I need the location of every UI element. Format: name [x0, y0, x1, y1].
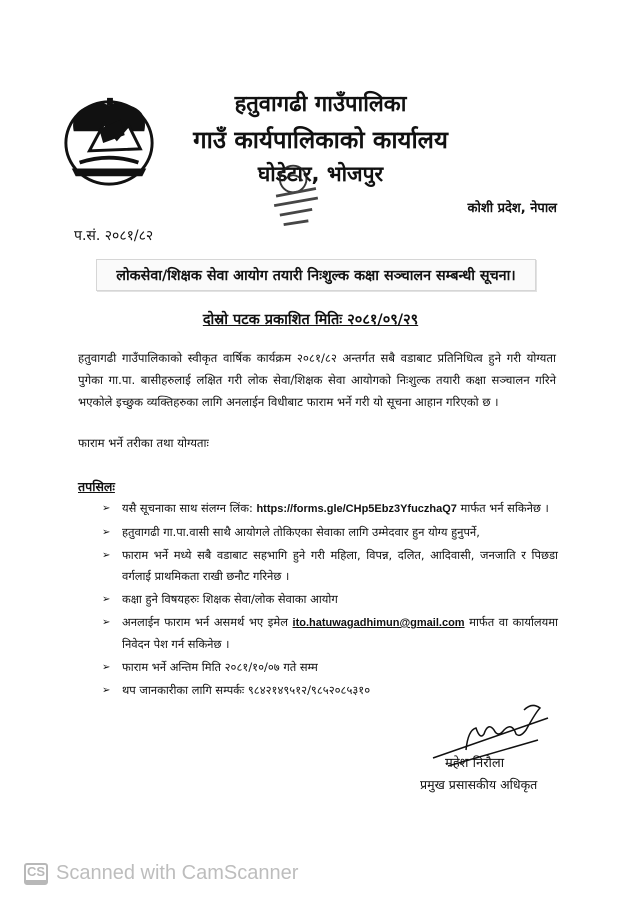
arrow-bullet-icon: ➢ — [102, 685, 111, 696]
signatory-name: महेश निरौला — [445, 756, 505, 771]
publish-date-text: दोस्रो पटक प्रकाशित मितिः २०८१/०९/२९ — [202, 312, 419, 328]
office-address: घोडेटार, भोजपुर — [257, 162, 384, 186]
province-label: कोशी प्रदेश, नेपाल — [467, 201, 557, 216]
notice-title — [96, 259, 536, 291]
list-item — [102, 657, 558, 678]
email-link[interactable]: ito.hatuwagadhimun@gmail.com — [292, 617, 465, 629]
watermark-text: Scanned with CamScanner — [56, 862, 299, 884]
list-item-text: थप जानकारीका लागि सम्पर्कः ९८४२१४९५१२/९८५२०८५३१० — [122, 683, 371, 697]
details-heading: तपसिलः — [78, 479, 115, 494]
list-item — [102, 589, 558, 610]
list-item — [102, 612, 558, 655]
intro-paragraph: हतुवागढी गाउँपालिकाको स्वीकृत वार्षिक कार्यक्रम २०८१/८२ अन्तर्गत सबै वडाबाट प्रतिनिधित्व हुने गरी योग्यता पुगेका गा.पा. बासीहरुलाई लक्षित गरी लोक सेवा/शिक्षक सेवा आयोगको निःशुल्क तयारी कक्षा सञ्चालन गरिने भएकोले इच्छुक व्यक्तिहरुका लागि अनलाईन विधीबाट फाराम भर्ने गरी यो सूचना आहान गरिएको छ । — [78, 351, 556, 409]
list-item-text: फाराम भर्ने मध्ये सबै वडाबाट सहभागि हुने गरी महिला, विपन्न, दलित, आदिवासी, जनजाति र पिछडा वर्गलाई प्राथमिकता राखी छनौट गरिनेछ । — [122, 548, 558, 583]
list-item-text: हतुवागढी गा.पा.वासी साथै आयोगले तोकिएका सेवाका लागि उम्मेदवार हुन योग्य हुनुपर्ने, — [122, 525, 480, 539]
arrow-bullet-icon: ➢ — [102, 662, 111, 673]
details-list — [102, 498, 558, 703]
arrow-bullet-icon: ➢ — [102, 503, 111, 514]
list-item-text: फाराम भर्ने अन्तिम मिति २०८१/१०/०७ गते सम्म — [122, 660, 318, 674]
camscanner-logo-icon: CS — [24, 863, 48, 885]
list-item — [102, 680, 558, 701]
arrow-bullet-icon: ➢ — [102, 594, 111, 605]
form-method-label: फाराम भर्ने तरीका तथा योग्यताः — [78, 436, 209, 450]
list-item-text: मार्फत वा कार्यालयमा निवेदन पेश गर्न सकिनेछ । — [122, 615, 559, 651]
list-item-text: अनलाईन फाराम भर्न असमर्थ भए इमेल — [122, 615, 293, 629]
list-item-text: कक्षा हुने विषयहरुः शिक्षक सेवा/लोक सेवाका आयोग — [122, 592, 338, 606]
arrow-bullet-icon: ➢ — [102, 617, 111, 628]
list-item — [102, 498, 558, 520]
notice-title-text: लोकसेवा/शिक्षक सेवा आयोग तयारी निःशुल्क कक्षा सञ्चालन सम्बन्धी सूचना। — [116, 267, 516, 284]
arrow-bullet-icon: ➢ — [102, 550, 111, 561]
publish-date — [0, 309, 621, 329]
list-item — [102, 545, 558, 587]
signatory-title: प्रमुख प्रसासकीय अधिकृत — [420, 777, 538, 792]
list-item-text: मार्फत भर्न सकिनेछ । — [456, 501, 549, 515]
arrow-bullet-icon: ➢ — [102, 527, 111, 538]
list-item-text: यसै सूचनाका साथ संलग्न लिंक: — [122, 501, 257, 515]
office-stamp-icon — [262, 160, 330, 236]
office-name: गाउँ कार्यपालिकाको कार्यालय — [193, 126, 448, 154]
camscanner-watermark — [24, 862, 298, 885]
list-item — [102, 522, 558, 543]
municipality-name: हतुवागढी गाउँपालिका — [234, 92, 407, 117]
reference-number: प.सं. २०८१/८२ — [74, 228, 154, 244]
form-link[interactable]: https://forms.gle/CHp5Ebz3YfuczhaQ7 — [256, 503, 457, 515]
